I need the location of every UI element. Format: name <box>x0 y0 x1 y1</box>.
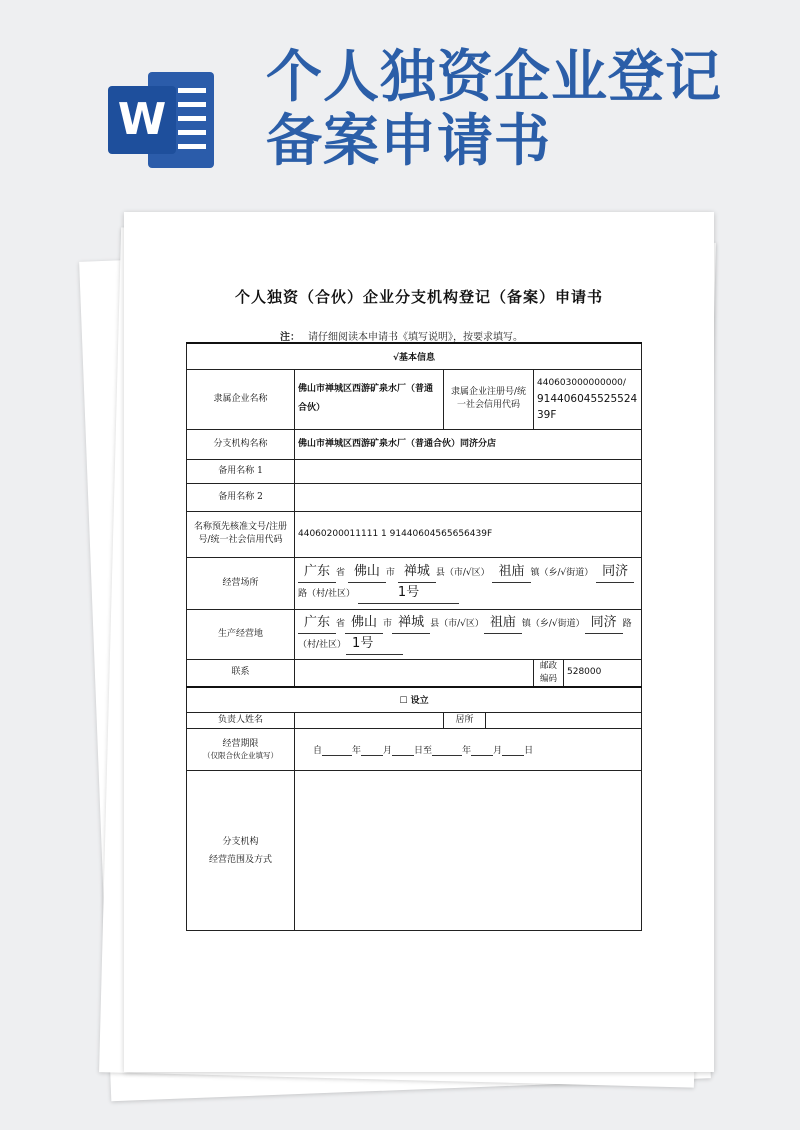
production-city: 佛山 <box>345 613 383 634</box>
manager-field[interactable] <box>295 713 444 729</box>
production-road-unit: 路（村/社区） <box>298 619 632 650</box>
parent-reg-value-line1: 440603000000000/ <box>537 378 626 388</box>
residence-field[interactable] <box>486 713 642 729</box>
term-field[interactable] <box>295 729 642 771</box>
term-year-1: 年 <box>352 746 362 756</box>
application-form-table <box>186 342 642 931</box>
form-note <box>280 328 523 343</box>
page-title <box>266 46 722 174</box>
page-title-line1: 个人独资企业登记 <box>266 45 722 110</box>
page-title-line2: 备案申请书 <box>266 109 551 174</box>
manager-label: 负责人姓名 <box>187 713 295 729</box>
section-establish[interactable]: ☐ 设立 <box>187 687 642 713</box>
parent-reg-label: 隶属企业注册号/统一社会信用代码 <box>444 369 534 429</box>
premises-county: 禅城 <box>398 562 436 583</box>
production-address[interactable] <box>295 609 642 659</box>
term-year-2: 年 <box>462 746 472 756</box>
premises-road-unit: 路（村/社区） <box>298 589 356 599</box>
parent-reg-value-line2: 91440604552552439F <box>537 393 638 421</box>
premises-city-unit: 市 <box>385 568 395 578</box>
residence-label: 居所 <box>444 713 486 729</box>
alt-name2-label: 备用名称 2 <box>187 483 295 511</box>
note-label: 注： <box>280 332 300 343</box>
word-document-icon <box>108 72 218 168</box>
scope-label-cell <box>187 771 295 931</box>
premises-number: 1号 <box>358 583 459 604</box>
production-province: 广东 <box>298 613 336 634</box>
premises-city: 佛山 <box>348 562 386 583</box>
premises-county-unit: 县（市/√区） <box>435 568 490 578</box>
premises-province: 广东 <box>298 562 336 583</box>
branch-name-value[interactable]: 佛山市禅城区西游矿泉水厂（普通合伙）同济分店 <box>295 429 642 459</box>
parent-reg-value[interactable] <box>534 369 642 429</box>
parent-name-label: 隶属企业名称 <box>187 369 295 429</box>
word-letter-badge: W <box>108 86 176 154</box>
production-label: 生产经营地 <box>187 609 295 659</box>
premises-road: 同济 <box>596 562 634 583</box>
production-number: 1号 <box>346 634 403 655</box>
postcode-label: 邮政编码 <box>534 659 564 687</box>
alt-name1-label: 备用名称 1 <box>187 459 295 483</box>
scope-label-line2: 经营范围及方式 <box>208 854 272 865</box>
form-document <box>124 212 714 1072</box>
postcode-value[interactable]: 528000 <box>564 659 642 687</box>
production-county: 禅城 <box>392 613 430 634</box>
parent-name-value[interactable]: 佛山市禅城区西游矿泉水厂（普通合伙） <box>295 369 444 429</box>
section-basic-info: √基本信息 <box>187 343 642 369</box>
term-from: 自 <box>313 746 323 756</box>
term-label: 经营期限 <box>222 739 259 749</box>
premises-town: 祖庙 <box>492 562 530 583</box>
production-town-unit: 镇（乡/√街道） <box>521 619 585 629</box>
preapproval-value[interactable]: 44060200011111 1 91440604565656439F <box>295 511 642 557</box>
contact-field[interactable] <box>295 659 534 687</box>
contact-label: 联系 <box>187 659 295 687</box>
term-day-2: 日 <box>524 746 534 756</box>
term-month-2: 月 <box>493 746 503 756</box>
scope-label-line1: 分支机构 <box>222 836 259 847</box>
term-sublabel: （仅限合伙企业填写） <box>203 751 278 760</box>
premises-province-unit: 省 <box>336 568 346 578</box>
alt-name1-field[interactable] <box>295 459 642 483</box>
term-day-to: 日至 <box>414 746 433 756</box>
scope-field[interactable] <box>295 771 642 931</box>
preapproval-label: 名称预先核准文号/注册号/统一社会信用代码 <box>187 511 295 557</box>
production-county-unit: 县（市/√区） <box>430 619 484 629</box>
premises-label: 经营场所 <box>187 557 295 609</box>
alt-name2-field[interactable] <box>295 483 642 511</box>
production-road: 同济 <box>585 613 623 634</box>
note-text: 请仔细阅读本申请书《填写说明》，按要求填写。 <box>308 332 523 343</box>
production-province-unit: 省 <box>336 619 346 629</box>
production-city-unit: 市 <box>383 619 393 629</box>
term-month-1: 月 <box>383 746 393 756</box>
branch-name-label: 分支机构名称 <box>187 429 295 459</box>
premises-address[interactable] <box>295 557 642 609</box>
production-town: 祖庙 <box>484 613 522 634</box>
form-title: 个人独资（合伙）企业分支机构登记（备案）申请书 <box>234 288 603 306</box>
term-label-cell <box>187 729 295 771</box>
premises-town-unit: 镇（乡/√街道） <box>530 568 594 578</box>
